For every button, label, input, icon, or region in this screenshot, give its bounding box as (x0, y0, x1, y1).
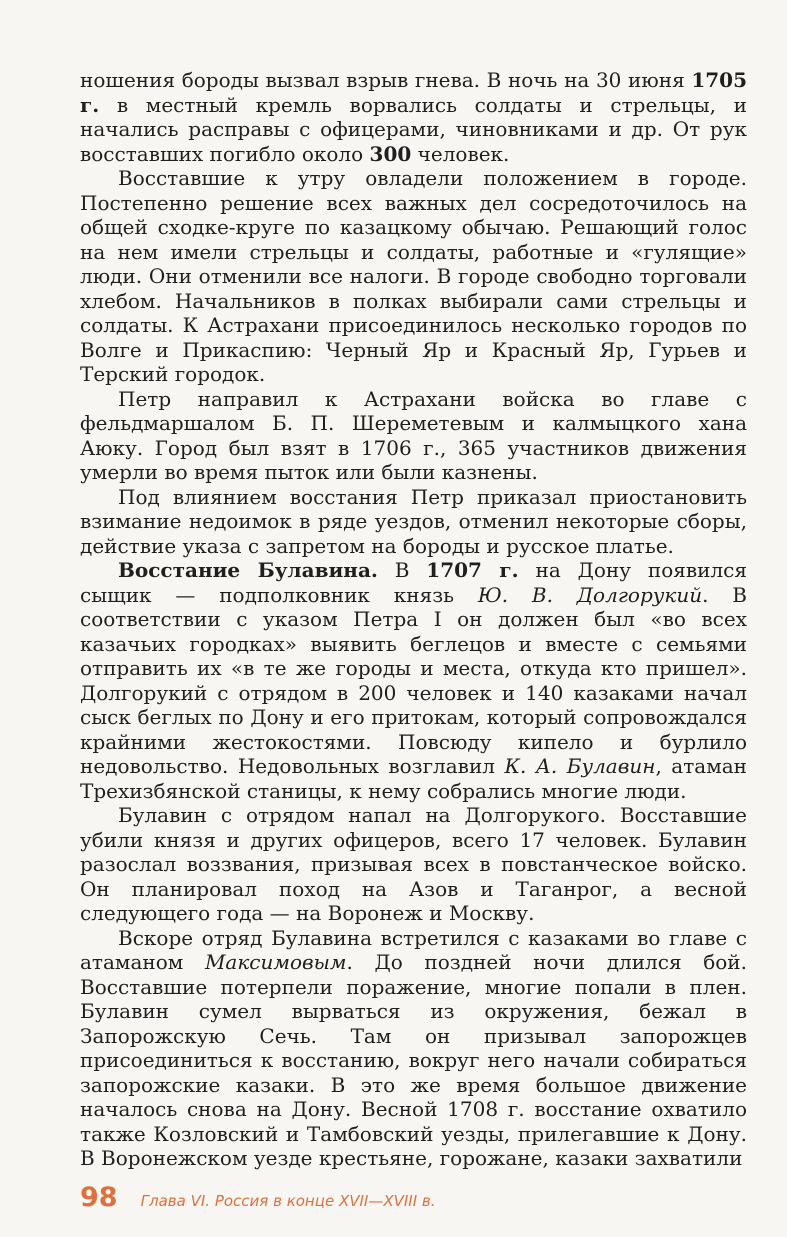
page-footer (80, 1182, 436, 1213)
person-dolgorukiy: Ю. В. Долгорукий (477, 582, 703, 607)
person-bulavin: К. А. Булавин (504, 754, 656, 778)
section-heading: Восстание Булавина. (118, 558, 378, 582)
year-1707: 1707 г. (426, 558, 519, 582)
number-300: 300 (369, 141, 412, 166)
year-1705: 1705 г. (80, 68, 747, 117)
paragraph-2: Восставшие к утру овладели положением в городе. Постепенно решение всех важных дел сосредоточилось на общей сходке-круге по казацкому обычаю. Решающий голос на нем имели стрельцы и солдаты, работные и «гулящие» люди. Они отменили все налоги. В городе свободно торговали хлебом. Начальников в полках выбирали сами стрельцы и солдаты. К Астрахани присоединилось несколько городов по Волге и Прикаспию: Черный Яр и Красный Яр, Гурьев и Терский городок. (80, 166, 747, 386)
paragraph-4: Под влиянием восстания Петр приказал приостановить взимание недоимок в ряде уездов, отменил некоторые сборы, действие указа с запретом на бороды и русское платье. (80, 484, 747, 558)
page-number: 98 (80, 1182, 118, 1213)
paragraph-6: Булавин с отрядом напал на Долгорукого. Восставшие убили князя и других офицеров, всего 17 человек. Булавин разослал воззвания, призывая всех в повстанческое войско. Он планировал поход на Азов и Таганрог, а весной следующего года — на Воронеж и Москву. (80, 803, 747, 925)
page-body (80, 68, 747, 1171)
chapter-title: Глава VI. Россия в конце XVII—XVIII в. (140, 1192, 436, 1210)
paragraph-3: Петр направил к Астрахани войска во главе с фельдмаршалом Б. П. Шереметевым и калмыцкого хана Аюку. Город был взят в 1706 г., 365 участников движения умерли во время пыток или были казнены. (80, 386, 747, 484)
paragraph-5: Восстание Булавина. В 1707 г. на Дону появился сыщик — подполковник князь Ю. В. Долгорукий. В соответствии с указом Петра I он должен был «во всех казачьих городках» выявить беглецов и вместе с семьями отправить их «в те же городы и места, откуда кто пришел». Долгорукий с отрядом в 200 человек и 140 казаками начал сыск беглых по Дону и его притокам, который сопровождался крайними жестокостями. Повсюду кипело и бурлило недовольство. Недовольных возглавил К. А. Булавин, атаман Трехизбянской станицы, к нему собрались многие люди. (80, 558, 748, 803)
person-maksimov: Максимовым (204, 950, 347, 974)
paragraph-7: Вскоре отряд Булавина встретился с казаками во главе с атаманом Максимовым. До поздней ночи длился бой. Восставшие потерпели поражение, многие попали в плен. Булавин сумел вырваться из окружения, бежал в Запорожскую Сечь. Там он призывал запорожцев присоединиться к восстанию, вокруг него начали собираться запорожские казаки. В это же время большое движение началось снова на Дону. Весной 1708 г. восстание охватило также Козловский и Тамбовский уезды, прилегавшие к Дону. В Воронежском уезде крестьяне, горожане, казаки захватили (80, 925, 747, 1170)
paragraph-1: ношения бороды вызвал взрыв гнева. В ночь на 30 июня 1705 г. в местный кремль ворвались солдаты и стрельцы, и начались расправы с офицерами, чиновниками и др. От рук восставших погибло около 300 человек. (80, 68, 747, 166)
